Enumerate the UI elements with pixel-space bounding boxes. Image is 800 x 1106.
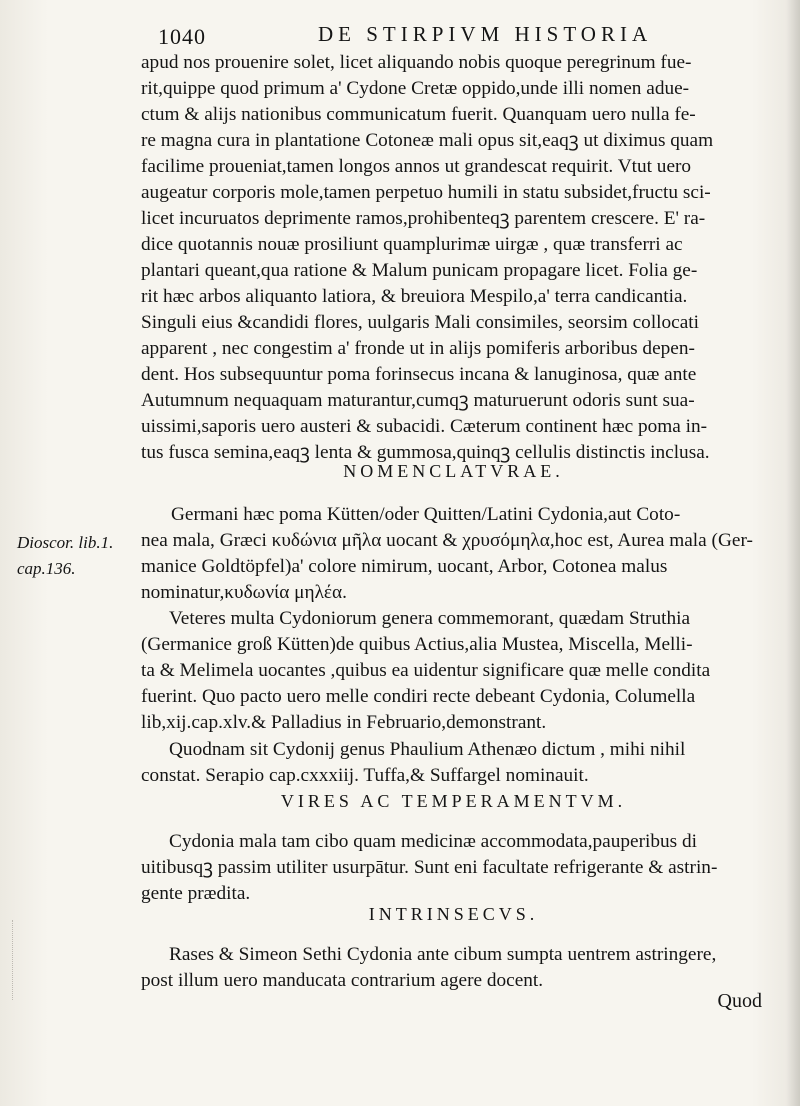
marginal-note-line: Dioscor. lib.1. — [17, 533, 114, 552]
section-heading-nomenclaturae: NOMENCLATVRAE. — [343, 461, 564, 481]
text-line: rit,quippe quod primum a' Cydone Cretæ oppido,unde illi nomen adue- — [141, 78, 690, 99]
text-line: Singuli eius &candidi flores, uulgaris Mali consimiles, seorsim collocati — [141, 312, 699, 333]
text-line: rit hæc arbos aliquanto latiora, & breuiora Mespilo,a' terra candicantia. — [141, 286, 688, 307]
text-line: constat. Serapio cap.cxxxiij. Tuffa,& Suffargel nominauit. — [141, 765, 589, 786]
text-line: Rases & Simeon Sethi Cydonia ante cibum sumpta uentrem astringere, — [169, 944, 717, 965]
text-line: (Germanice groß Kütten)de quibus Actius,alia Mustea, Miscella, Melli- — [141, 634, 693, 655]
section-heading-vires: VIRES AC TEMPERAMENTVM. — [280, 791, 627, 811]
text-line: ctum & alijs nationibus communicatum fuerit. Quanquam uero nulla fe- — [141, 104, 696, 125]
text-line: post illum uero manducata contrarium agere docent. — [141, 970, 544, 991]
running-title: DE STIRPIVM HISTORIA — [318, 22, 653, 46]
catchword: Quod — [717, 990, 762, 1012]
text-line: apud nos prouenire solet, licet aliquando nobis quoque peregrinum fue- — [141, 52, 692, 73]
text-line: augeatur corporis mole,tamen perpetuo humili in statu subsidet,fructu sci- — [141, 182, 711, 203]
text-line: facilime proueniat,tamen longos annos ut grandescat requirit. Vtut uero — [141, 156, 692, 177]
marginal-note — [17, 530, 137, 582]
nomenclature-paragraph-1 — [141, 502, 766, 606]
page-number: 1040 — [158, 24, 206, 49]
text-line: manice Goldtöpfel)a' colore nimirum, uocant, Arbor, Cotonea malus — [141, 556, 668, 577]
text-line: re magna cura in plantatione Cotoneæ mali opus sit,eaqꝫ ut diximus quam — [141, 130, 714, 151]
text-line: gente prædita. — [141, 883, 251, 904]
nomenclature-paragraph-2 — [141, 606, 766, 736]
text-line: tus fusca semina,eaqꝫ lenta & gummosa,quinqꝫ cellulis distinctis inclusa. — [141, 442, 710, 463]
bleed-through-mark — [12, 920, 27, 1000]
page-edge-shadow — [786, 0, 800, 1106]
text-line: dice quotannis nouæ prosiliunt quamplurimæ uirgæ , quæ transferri ac — [141, 234, 683, 255]
body-paragraph — [141, 50, 766, 466]
text-line: Germani hæc poma Kütten/oder Quitten/Latini Cydonia,aut Coto- — [171, 504, 681, 525]
text-line: uissimi,saporis uero austeri & subacidi. Cæterum continent hæc poma in- — [141, 416, 708, 437]
page-header — [158, 18, 678, 52]
text-line: fuerint. Quo pacto uero melle condiri recte debeant Cydonia, Columella — [141, 686, 696, 707]
text-line: apparent , nec congestim a' fronde ut in alijs pomiferis arboribus depen- — [141, 338, 695, 359]
text-line: Quodnam sit Cydonij genus Phaulium Athenæo dictum , mihi nihil — [169, 739, 686, 760]
vires-paragraph — [141, 829, 766, 907]
section-heading-intrinsecus: INTRINSECVS. — [368, 904, 539, 924]
intrinsecus-paragraph — [141, 942, 766, 994]
text-line: plantari queant,qua ratione & Malum punicam propagare licet. Folia ge- — [141, 260, 698, 281]
text-line: lib,xij.cap.xlv.& Palladius in Februario,demonstrant. — [141, 712, 547, 733]
text-line: Cydonia mala tam cibo quam medicinæ accommodata,pauperibus di — [169, 831, 697, 852]
text-line: uitibusqꝫ passim utiliter usurpātur. Sunt eni facultate refrigerante & astrin- — [141, 857, 718, 878]
text-line: nominatur,κυδωνία μηλέα. — [141, 582, 347, 603]
text-line: nea mala, Græci κυδώνια μῆλα uocant & χρυσόμηλα,hoc est, Aurea mala (Ger- — [141, 530, 753, 551]
text-line: Autumnum nequaquam maturantur,cumqꝫ maturuerunt odoris sunt sua- — [141, 390, 695, 411]
text-line: Veteres multa Cydoniorum genera commemorant, quædam Struthia — [169, 608, 691, 629]
text-line: licet incuruatos deprimente ramos,prohibenteqꝫ parentem crescere. E' ra- — [141, 208, 706, 229]
marginal-note-line: cap.136. — [17, 559, 76, 578]
text-line: dent. Hos subsequuntur poma forinsecus incana & lanuginosa, quæ ante — [141, 364, 697, 385]
text-line: ta & Melimela uocantes ,quibus ea uidentur significare quæ melle condita — [141, 660, 711, 681]
nomenclature-paragraph-3 — [141, 737, 766, 789]
